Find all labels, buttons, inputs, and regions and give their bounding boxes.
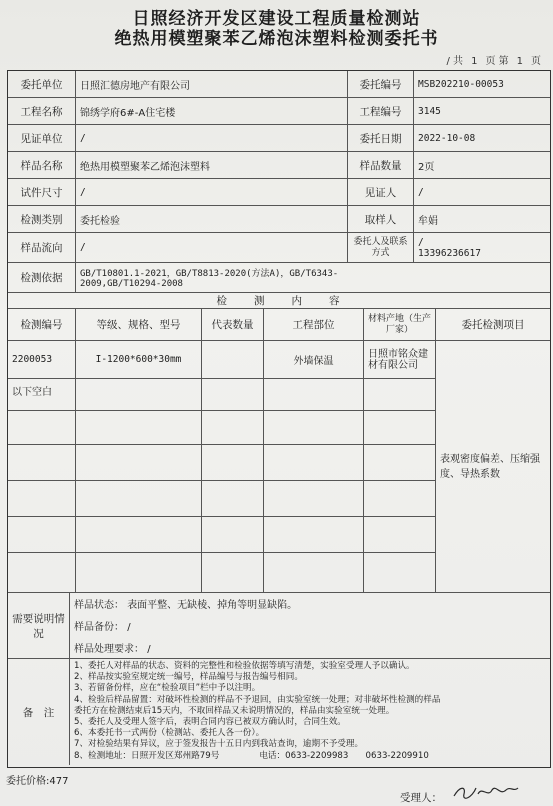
basis-line-1: GB/T10801.1-2021，GB/T8813-2020(方法A)，GB/T6343- [80,269,339,279]
flow-label: 样品流向 [8,233,76,263]
notes-list [70,659,544,765]
note-line: 3、若留备份样，应在“检验项目”栏中予以注明。 [74,683,261,694]
contact-phone: 13396236617 [418,247,481,259]
blank-note: 以下空白 [8,379,76,411]
contact-value [414,233,550,263]
empty-cell [364,411,436,445]
entrust-price-value: 477 [49,776,69,787]
empty-cell [264,445,364,481]
remarks-block [70,593,550,659]
basis-line-2: 2009,GB/T10294-2008 [80,279,183,289]
entrust-price: 委托价格:477 [6,776,69,787]
sample-name-value: 绝热用模塑聚苯乙烯泡沫塑料 [76,152,348,179]
project-value: 锦绣学府6#-A住宅楼 [76,98,348,125]
empty-cell [364,481,436,517]
empty-cell [264,481,364,517]
receiver-label: 受理人： [400,792,442,804]
sample-backup: 样品备份： / [74,621,131,633]
witness-unit-value: / [76,125,348,152]
empty-cell [202,411,264,445]
sampler-label: 取样人 [348,206,414,233]
col-part: 工程部位 [264,309,364,341]
basis-value [76,263,550,293]
row-part: 外墙保温 [264,341,364,379]
page-indicator: / 共 1 页 第 1 页 [446,56,541,67]
contact-name: / [418,236,424,248]
project-no-label: 工程编号 [348,98,414,125]
entrust-no-value: MSB202210-00053 [414,71,550,98]
empty-cell [8,517,76,553]
empty-cell [76,517,202,553]
sampler-value: 牟娟 [414,206,550,233]
empty-cell [76,411,202,445]
empty-cell [264,411,364,445]
entrust-form-table [7,70,551,768]
phone-value: 0633-2209983 0633-2209910 [285,750,429,761]
test-type-label: 检测类别 [8,206,76,233]
empty-cell [202,445,264,481]
empty-cell [76,379,202,411]
contact-label: 委托人及联系方式 [348,233,414,263]
note-line-address: 8、检测地址：日照开发区郑州路79号 电话：0633-2209983 0633-2209910 [74,750,429,761]
test-type-value: 委托检验 [76,206,348,233]
col-quantity: 代表数量 [202,309,264,341]
sample-qty-value: 2页 [414,152,550,179]
remarks-label: 需要说明情况 [8,593,70,659]
empty-cell [202,481,264,517]
notes-label: 备 注 [8,659,70,765]
sample-name-label: 样品名称 [8,152,76,179]
project-label: 工程名称 [8,98,76,125]
row-maker: 日照市铭众建材有限公司 [364,341,436,379]
sample-state: 样品状态： 表面平整、无缺棱、掉角等明显缺陷。 [74,600,298,612]
note-line: 2、样品按实验室规定统一编号，样品编号与报告编号相同。 [74,672,303,683]
empty-cell [364,379,436,411]
specimen-size-label: 试件尺寸 [8,179,76,206]
empty-cell [8,445,76,481]
page-current: 1 [516,56,523,67]
col-spec: 等级、规格、型号 [76,309,202,341]
empty-cell [8,481,76,517]
empty-cell [264,517,364,553]
empty-cell [364,553,436,593]
entrust-date-label: 委托日期 [348,125,414,152]
phone-label: 电话： [259,750,286,761]
row-code: 2200053 [8,341,76,379]
client-label: 委托单位 [8,71,76,98]
form-title: 绝热用模塑聚苯乙烯泡沫塑料检测委托书 [114,29,439,49]
entrust-no-label: 委托编号 [348,71,414,98]
empty-cell [202,517,264,553]
project-no-value: 3145 [414,98,550,125]
page-total: 1 [471,56,478,67]
empty-cell [364,445,436,481]
empty-cell [364,517,436,553]
empty-cell [202,553,264,593]
sample-handling: 样品处理要求： / [74,643,151,655]
note-line: 5、委托人及受理人签字后，表明合同内容已被双方确认时，合同生效。 [74,717,346,728]
note-line: 4、检验后样品留置：对破坏性检测的样品不予退回，由实验室统一处理；对非破坏性检测的样品 [74,694,441,705]
empty-cell [202,379,264,411]
empty-cell [76,553,202,593]
empty-cell [8,411,76,445]
witness-value: / [414,179,550,206]
receiver-signature [450,782,520,800]
entrust-date-value: 2022-10-08 [414,125,550,152]
note-line: 1、委托人对样品的状态、资料的完整性和检验依据等填写清楚，实验室受理人予以确认。 [74,661,415,671]
empty-cell [76,481,202,517]
empty-cell [76,445,202,481]
station-title: 日照经济开发区建设工程质量检测站 [132,9,421,29]
empty-cell [264,553,364,593]
client-value: 日照汇德房地产有限公司 [76,71,348,98]
note-line: 7、对检验结果有异议，应于签发报告十五日内到我站查询，逾期不予受理。 [74,739,364,750]
note-line: 委托方在检测结束后15天内，不取回样品又未说明情况的，样品由实验室统一处理。 [74,705,395,716]
row-spec: I-1200*600*30mm [76,341,202,379]
row-qty [202,341,264,379]
note-line: 6、本委托书一式两份（检测站、委托人各一份）。 [74,728,265,739]
empty-cell [8,553,76,593]
section-title: 检 测 内 容 [8,293,550,309]
witness-unit-label: 见证单位 [8,125,76,152]
flow-value: / [76,233,348,263]
witness-label: 见证人 [348,179,414,206]
test-items-value: 表观密度偏差、压缩强度、导热系数 [436,341,550,593]
sample-qty-label: 样品数量 [348,152,414,179]
col-test-code: 检测编号 [8,309,76,341]
basis-label: 检测依据 [8,263,76,293]
col-test-items: 委托检测项目 [436,309,550,341]
empty-cell [264,379,364,411]
specimen-size-value: / [76,179,348,206]
col-maker: 材料产地（生产厂家） [364,309,436,341]
